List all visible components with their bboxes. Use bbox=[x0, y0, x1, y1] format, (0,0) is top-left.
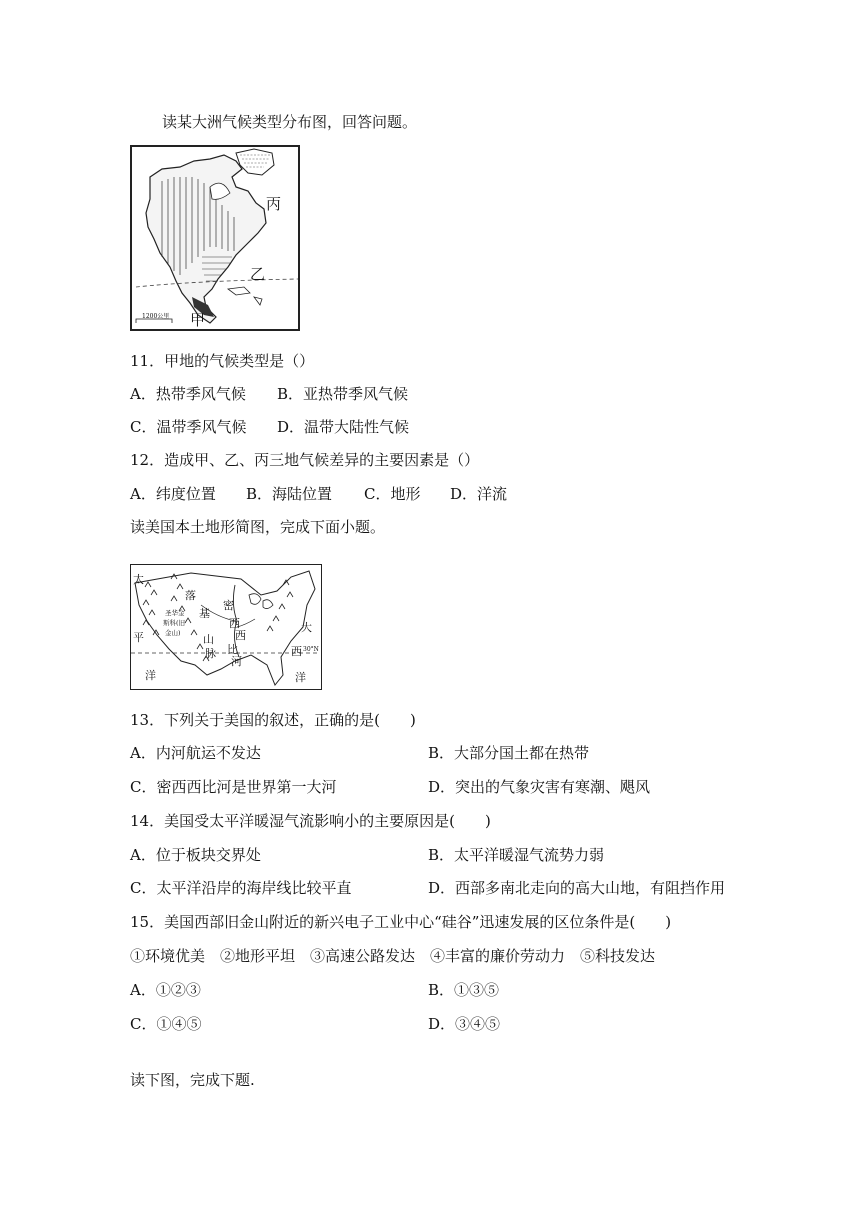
q13-option-a[interactable]: A．内河航运不发达 bbox=[130, 744, 261, 762]
label-da: 大 bbox=[301, 621, 312, 634]
q12-option-c[interactable]: C．地形 bbox=[364, 485, 421, 503]
q11-option-a[interactable]: A．热带季风气候 bbox=[130, 385, 246, 403]
q11-option-d[interactable]: D．温带大陆性气候 bbox=[277, 418, 410, 436]
label-xi-3: 西 bbox=[291, 645, 302, 658]
intro-text-2: 读美国本土地形简图，完成下面小题。 bbox=[130, 518, 386, 536]
label-luo: 落 bbox=[185, 589, 196, 602]
q12-stem: 12．造成甲、乙、丙三地气候差异的主要因素是（） bbox=[130, 451, 480, 469]
q13-option-d[interactable]: D．突出的气象灾害有寒潮、飓风 bbox=[428, 778, 651, 796]
q15-option-b[interactable]: B．①③⑤ bbox=[428, 981, 500, 999]
scale-label: 1200公里 bbox=[142, 313, 170, 320]
q14-option-c[interactable]: C．太平洋沿岸的海岸线比较平直 bbox=[130, 879, 352, 897]
label-ji: 基 bbox=[199, 607, 210, 620]
label-he: 河 bbox=[231, 655, 242, 668]
label-bi: 比 bbox=[227, 643, 238, 656]
label-30n: 30°N bbox=[303, 646, 319, 653]
q15-stem: 15．美国西部旧金山附近的新兴电子工业中心“硅谷”迅速发展的区位条件是( ) bbox=[130, 913, 672, 931]
q15-option-a[interactable]: A．①②③ bbox=[130, 981, 201, 999]
intro-text-3: 读下图，完成下题. bbox=[130, 1071, 255, 1089]
label-ping: 平 bbox=[133, 631, 144, 644]
q12-option-a[interactable]: A．纬度位置 bbox=[130, 485, 216, 503]
label-xi-2: 西 bbox=[235, 629, 246, 642]
label-yang: 洋 bbox=[145, 669, 156, 682]
q14-option-b[interactable]: B．太平洋暖湿气流势力弱 bbox=[428, 846, 605, 864]
q11-option-b[interactable]: B．亚热带季风气候 bbox=[277, 385, 409, 403]
us-terrain-map bbox=[130, 564, 322, 690]
q11-option-c[interactable]: C．温带季风气候 bbox=[130, 418, 247, 436]
label-bing: 丙 bbox=[266, 195, 282, 213]
q13-option-c[interactable]: C．密西西比河是世界第一大河 bbox=[130, 778, 337, 796]
q12-option-d[interactable]: D．洋流 bbox=[450, 485, 508, 503]
q14-stem: 14．美国受太平洋暖湿气流影响小的主要原因是( ) bbox=[130, 812, 491, 830]
label-small-1: 圣华金 bbox=[165, 609, 185, 617]
label-mi: 密 bbox=[223, 599, 234, 612]
label-tai: 太 bbox=[133, 573, 144, 586]
q13-option-b[interactable]: B．大部分国土都在热带 bbox=[428, 744, 590, 762]
label-mai: 脉 bbox=[205, 647, 216, 660]
north-america-climate-map bbox=[130, 145, 300, 331]
label-jia: 甲 bbox=[190, 311, 206, 329]
q12-option-b[interactable]: B．海陆位置 bbox=[246, 485, 333, 503]
q11-stem: 11．甲地的气候类型是（） bbox=[130, 352, 315, 370]
label-small-2: 斯科(旧 bbox=[163, 619, 186, 627]
intro-text-1: 读某大洲气候类型分布图，回答问题。 bbox=[162, 113, 418, 131]
label-yang-2: 洋 bbox=[295, 671, 306, 684]
q13-stem: 13．下列关于美国的叙述，正确的是( ) bbox=[130, 711, 416, 729]
q14-option-a[interactable]: A．位于板块交界处 bbox=[130, 846, 261, 864]
q15-option-d[interactable]: D．③④⑤ bbox=[428, 1015, 501, 1033]
label-xi-1: 西 bbox=[229, 617, 240, 630]
q14-option-d[interactable]: D．西部多南北走向的高大山地，有阻挡作用 bbox=[428, 879, 726, 897]
label-small-3: 金山) bbox=[165, 629, 181, 637]
q15-options-line: ①环境优美 ②地形平坦 ③高速公路发达 ④丰富的廉价劳动力 ⑤科技发达 bbox=[130, 947, 656, 965]
q15-option-c[interactable]: C．①④⑤ bbox=[130, 1015, 202, 1033]
label-yi: 乙 bbox=[250, 265, 266, 283]
label-shan: 山 bbox=[203, 633, 214, 646]
